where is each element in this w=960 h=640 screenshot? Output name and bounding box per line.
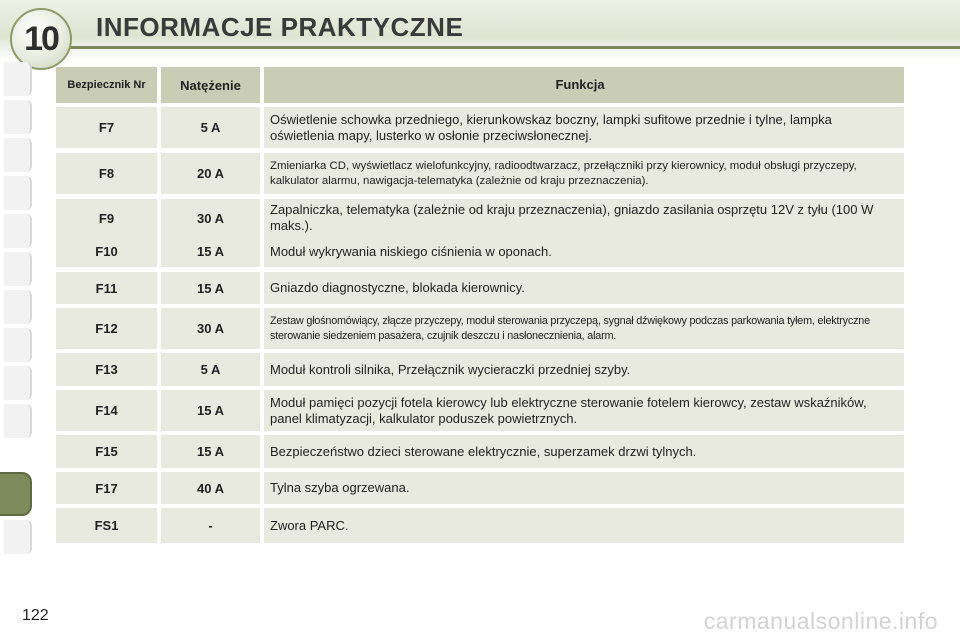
- fuse-function: Bezpieczeństwo dzieci sterowane elektrycznie, superzamek drzwi tylnych.: [264, 435, 904, 468]
- fuse-function: Zmieniarka CD, wyświetlacz wielofunkcyjny, radioodtwarzacz, przełączniki przy kierownicy, moduł obsługi przyczepy, kalkulator alarmu, nawigacja-telematyka (zależnie od kraju przeznaczenia).: [264, 153, 904, 194]
- fuse-function: Oświetlenie schowka przedniego, kierunkowskaz boczny, lampki sufitowe przednie i tylne, lampka oświetlenia mapy, lusterko w osłonie przeciwsłonecznej.: [264, 107, 904, 148]
- fuse-current: 30 A: [161, 308, 260, 349]
- fuse-current: 15 A: [161, 390, 260, 431]
- fuse-function: Gniazdo diagnostyczne, blokada kierownicy.: [264, 272, 904, 304]
- table-row: [56, 508, 904, 543]
- chapter-number: 10: [24, 19, 58, 58]
- fuse-function: Zwora PARC.: [264, 508, 904, 543]
- fuse-number: F8: [56, 153, 157, 194]
- column-header-fuse: Bezpiecznik Nr: [56, 67, 157, 103]
- table-row: [56, 199, 904, 237]
- fuse-number: F10: [56, 236, 157, 267]
- chapter-tab[interactable]: [4, 366, 32, 400]
- fuse-number: F11: [56, 272, 157, 304]
- fuse-function: Zestaw głośnomówiący, złącze przyczepy, moduł sterowania przyczepą, sygnał dźwiękowy podczas parkowania tyłem, elektryczne sterowanie siedzeniem pasażera, czujnik deszczu i nasłonecznienia, alarm.: [264, 308, 904, 349]
- table-row: [56, 236, 904, 267]
- fuse-current: 5 A: [161, 353, 260, 386]
- column-header-function: Funkcja: [264, 67, 904, 103]
- fuse-current: 20 A: [161, 153, 260, 194]
- watermark: carmanualsonline.info: [703, 608, 938, 634]
- chapter-tab[interactable]: [4, 138, 32, 172]
- fuse-number: F14: [56, 390, 157, 431]
- fuse-number: F7: [56, 107, 157, 148]
- chapter-tab[interactable]: [4, 328, 32, 362]
- fuse-function: Moduł pamięci pozycji fotela kierowcy lub elektryczne sterowanie fotelem kierowcy, zestaw wskaźników, panel klimatyzacji, kalkulator poduszek powietrznych.: [264, 390, 904, 431]
- table-row: [56, 390, 904, 431]
- fuse-number: F13: [56, 353, 157, 386]
- table-row: [56, 107, 904, 148]
- fuse-current: 15 A: [161, 272, 260, 304]
- fuse-current: -: [161, 508, 260, 543]
- table-header-row: [56, 67, 904, 103]
- fuse-function: Zapalniczka, telematyka (zależnie od kraju przeznaczenia), gniazdo zasilania osprzętu 12V z tyłu (100 W maks.).: [264, 199, 904, 237]
- table-row: [56, 153, 904, 194]
- chapter-title: INFORMACJE PRAKTYCZNE: [96, 12, 464, 42]
- fuse-current: 15 A: [161, 236, 260, 267]
- chapter-tab-active[interactable]: [0, 472, 32, 516]
- chapter-tab[interactable]: [4, 290, 32, 324]
- fuse-function: Moduł kontroli silnika, Przełącznik wycieraczki przedniej szyby.: [264, 353, 904, 386]
- chapter-tab-strip: [0, 62, 34, 577]
- fuse-number: FS1: [56, 508, 157, 543]
- fuse-current: 40 A: [161, 472, 260, 504]
- fuse-current: 5 A: [161, 107, 260, 148]
- fuse-number: F9: [56, 199, 157, 237]
- table-row: [56, 272, 904, 304]
- fuse-current: 30 A: [161, 199, 260, 237]
- fuse-number: F15: [56, 435, 157, 468]
- chapter-tab[interactable]: [4, 214, 32, 248]
- chapter-tab[interactable]: [4, 62, 32, 96]
- fuse-number: F12: [56, 308, 157, 349]
- chapter-tab[interactable]: [4, 520, 32, 554]
- table-row: [56, 472, 904, 504]
- chapter-tab[interactable]: [4, 176, 32, 210]
- fuse-current: 15 A: [161, 435, 260, 468]
- chapter-tab[interactable]: [4, 252, 32, 286]
- fuse-function: Tylna szyba ogrzewana.: [264, 472, 904, 504]
- page-number: 122: [22, 607, 49, 624]
- table-row: [56, 435, 904, 468]
- fuse-function: Moduł wykrywania niskiego ciśnienia w oponach.: [264, 236, 904, 267]
- chapter-tab[interactable]: [4, 100, 32, 134]
- chapter-badge: [10, 8, 72, 70]
- table-row: [56, 353, 904, 386]
- chapter-tab[interactable]: [4, 404, 32, 438]
- fuse-number: F17: [56, 472, 157, 504]
- column-header-current: Natężenie: [161, 67, 260, 103]
- header-rule: [60, 46, 960, 49]
- table-row: [56, 308, 904, 349]
